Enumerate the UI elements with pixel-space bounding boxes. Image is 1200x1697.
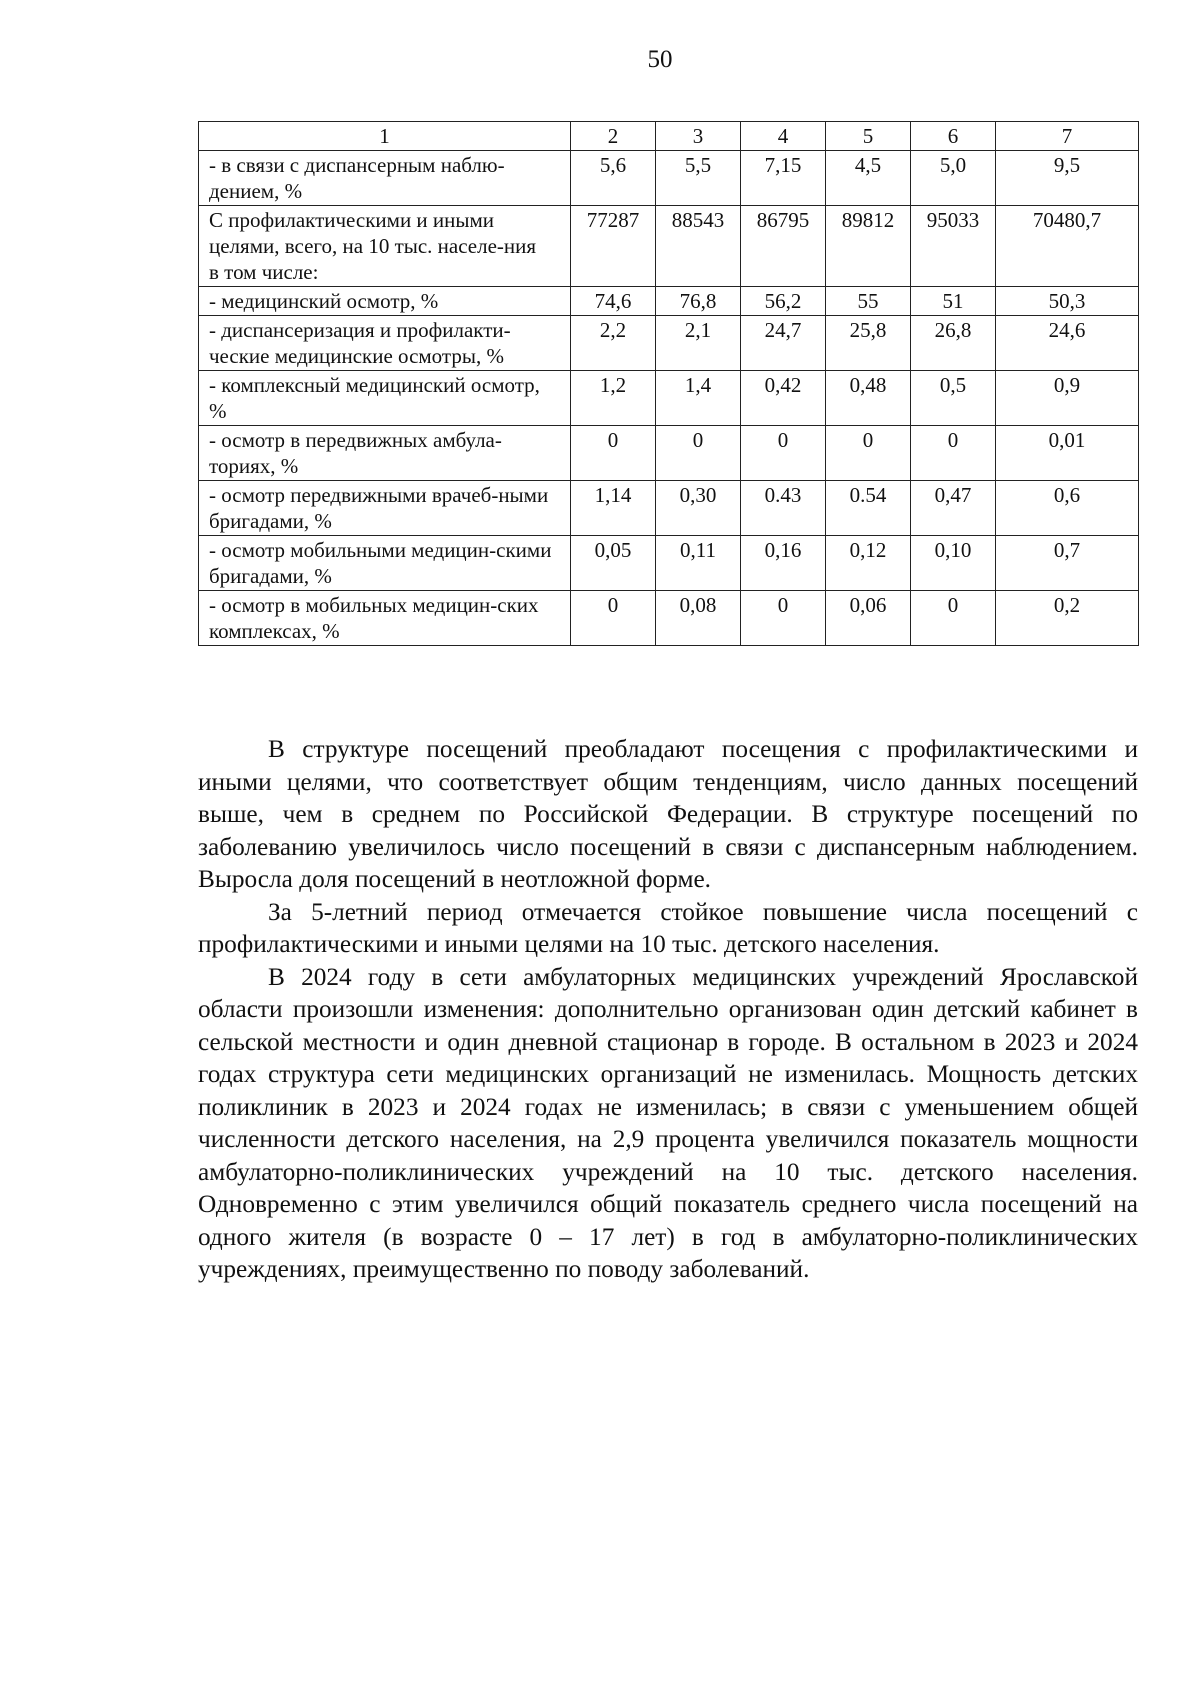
value-cell: 0,6: [996, 481, 1139, 536]
table-row: [199, 481, 1139, 536]
value-cell: 2,1: [656, 316, 741, 371]
value-cell: 5,0: [911, 151, 996, 206]
value-cell: 76,8: [656, 287, 741, 316]
value-cell: 5,6: [571, 151, 656, 206]
value-cell: 0,9: [996, 371, 1139, 426]
table-row: [199, 287, 1139, 316]
value-cell: 0,11: [656, 536, 741, 591]
value-cell: 0,5: [911, 371, 996, 426]
row-label-cell: - комплексный медицинский осмотр, %: [199, 371, 571, 426]
row-label-cell: - в связи с диспансерным наблю-дением, %: [199, 151, 571, 206]
value-cell: 77287: [571, 206, 656, 287]
value-cell: 0: [911, 591, 996, 646]
table-header-cell: 4: [741, 122, 826, 151]
value-cell: 0: [741, 591, 826, 646]
value-cell: 0,10: [911, 536, 996, 591]
value-cell: 0,05: [571, 536, 656, 591]
value-cell: 0,16: [741, 536, 826, 591]
value-cell: 95033: [911, 206, 996, 287]
value-cell: 0,47: [911, 481, 996, 536]
paragraph: За 5-летний период отмечается стойкое повышение числа посещений с профилактическими и иными целями на 10 тыс. детского населения.: [198, 897, 1138, 958]
value-cell: 0,30: [656, 481, 741, 536]
value-cell: 5,5: [656, 151, 741, 206]
value-cell: 74,6: [571, 287, 656, 316]
value-cell: 55: [826, 287, 911, 316]
table-row: [199, 151, 1139, 206]
row-label-cell: - осмотр в мобильных медицин-ских комплексах, %: [199, 591, 571, 646]
value-cell: 0,48: [826, 371, 911, 426]
value-cell: 0.54: [826, 481, 911, 536]
table-row: [199, 371, 1139, 426]
row-label-cell: - осмотр мобильными медицин-скими бригадами, %: [199, 536, 571, 591]
value-cell: 25,8: [826, 316, 911, 371]
value-cell: 1,4: [656, 371, 741, 426]
value-cell: 0,7: [996, 536, 1139, 591]
value-cell: 86795: [741, 206, 826, 287]
data-table: [198, 121, 1139, 646]
value-cell: 2,2: [571, 316, 656, 371]
table-header-cell: 5: [826, 122, 911, 151]
value-cell: 24,6: [996, 316, 1139, 371]
row-label-cell: - осмотр передвижными врачеб-ными бригадами, %: [199, 481, 571, 536]
value-cell: 50,3: [996, 287, 1139, 316]
row-label-cell: - диспансеризация и профилакти-ческие медицинские осмотры, %: [199, 316, 571, 371]
row-label-cell: - осмотр в передвижных амбула-ториях, %: [199, 426, 571, 481]
paragraph: В 2024 году в сети амбулаторных медицинских учреждений Ярославской области произошли изменения: дополнительно организован один детский кабинет в сельской местности и один дневной стационар в городе. В остальном в 2023 и 2024 годах структура сети медицинских организаций не изменилась. Мощность детских поликлиник в 2023 и 2024 годах не изменилась; в связи с уменьшением общей численности детского населения, на 2,9 процента увеличился показатель мощности амбулаторно-поликлинических учреждений на 10 тыс. детского населения. Одновременно с этим увеличился общий показатель среднего числа посещений на одного жителя (в возрасте 0 – 17 лет) в год в амбулаторно-поликлинических учреждениях, преимущественно по поводу заболеваний.: [198, 962, 1138, 1283]
table-header-row: [199, 122, 1139, 151]
value-cell: 0: [741, 426, 826, 481]
row-label-cell: С профилактическими и иными целями, всего, на 10 тыс. населе-ния в том числе:: [199, 206, 571, 287]
value-cell: 0: [571, 591, 656, 646]
page-number: 50: [647, 46, 673, 73]
table-header-cell: 7: [996, 122, 1139, 151]
body-text: [198, 733, 1138, 1286]
table-row: [199, 591, 1139, 646]
table-row: [199, 206, 1139, 287]
value-cell: 24,7: [741, 316, 826, 371]
table-header-cell: 1: [199, 122, 571, 151]
value-cell: 1,14: [571, 481, 656, 536]
value-cell: 0,42: [741, 371, 826, 426]
table-header-cell: 2: [571, 122, 656, 151]
value-cell: 0,2: [996, 591, 1139, 646]
value-cell: 1,2: [571, 371, 656, 426]
table-row: [199, 536, 1139, 591]
value-cell: 89812: [826, 206, 911, 287]
value-cell: 0,06: [826, 591, 911, 646]
value-cell: 0: [656, 426, 741, 481]
value-cell: 0,08: [656, 591, 741, 646]
table-header-cell: 6: [911, 122, 996, 151]
value-cell: 9,5: [996, 151, 1139, 206]
value-cell: 4,5: [826, 151, 911, 206]
table-row: [199, 426, 1139, 481]
value-cell: 7,15: [741, 151, 826, 206]
value-cell: 88543: [656, 206, 741, 287]
value-cell: 51: [911, 287, 996, 316]
value-cell: 26,8: [911, 316, 996, 371]
value-cell: 0: [826, 426, 911, 481]
table-header-cell: 3: [656, 122, 741, 151]
row-label-cell: - медицинский осмотр, %: [199, 287, 571, 316]
value-cell: 0,01: [996, 426, 1139, 481]
value-cell: 56,2: [741, 287, 826, 316]
value-cell: 0: [571, 426, 656, 481]
value-cell: 0.43: [741, 481, 826, 536]
value-cell: 0,12: [826, 536, 911, 591]
paragraph: В структуре посещений преобладают посещения с профилактическими и иными целями, что соответствует общим тенденциям, число данных посещений выше, чем в среднем по Российской Федерации. В структуре посещений по заболеванию увеличилось число посещений в связи с диспансерным наблюдением. Выросла доля посещений в неотложной форме.: [198, 735, 1138, 893]
value-cell: 0: [911, 426, 996, 481]
value-cell: 70480,7: [996, 206, 1139, 287]
table-row: [199, 316, 1139, 371]
